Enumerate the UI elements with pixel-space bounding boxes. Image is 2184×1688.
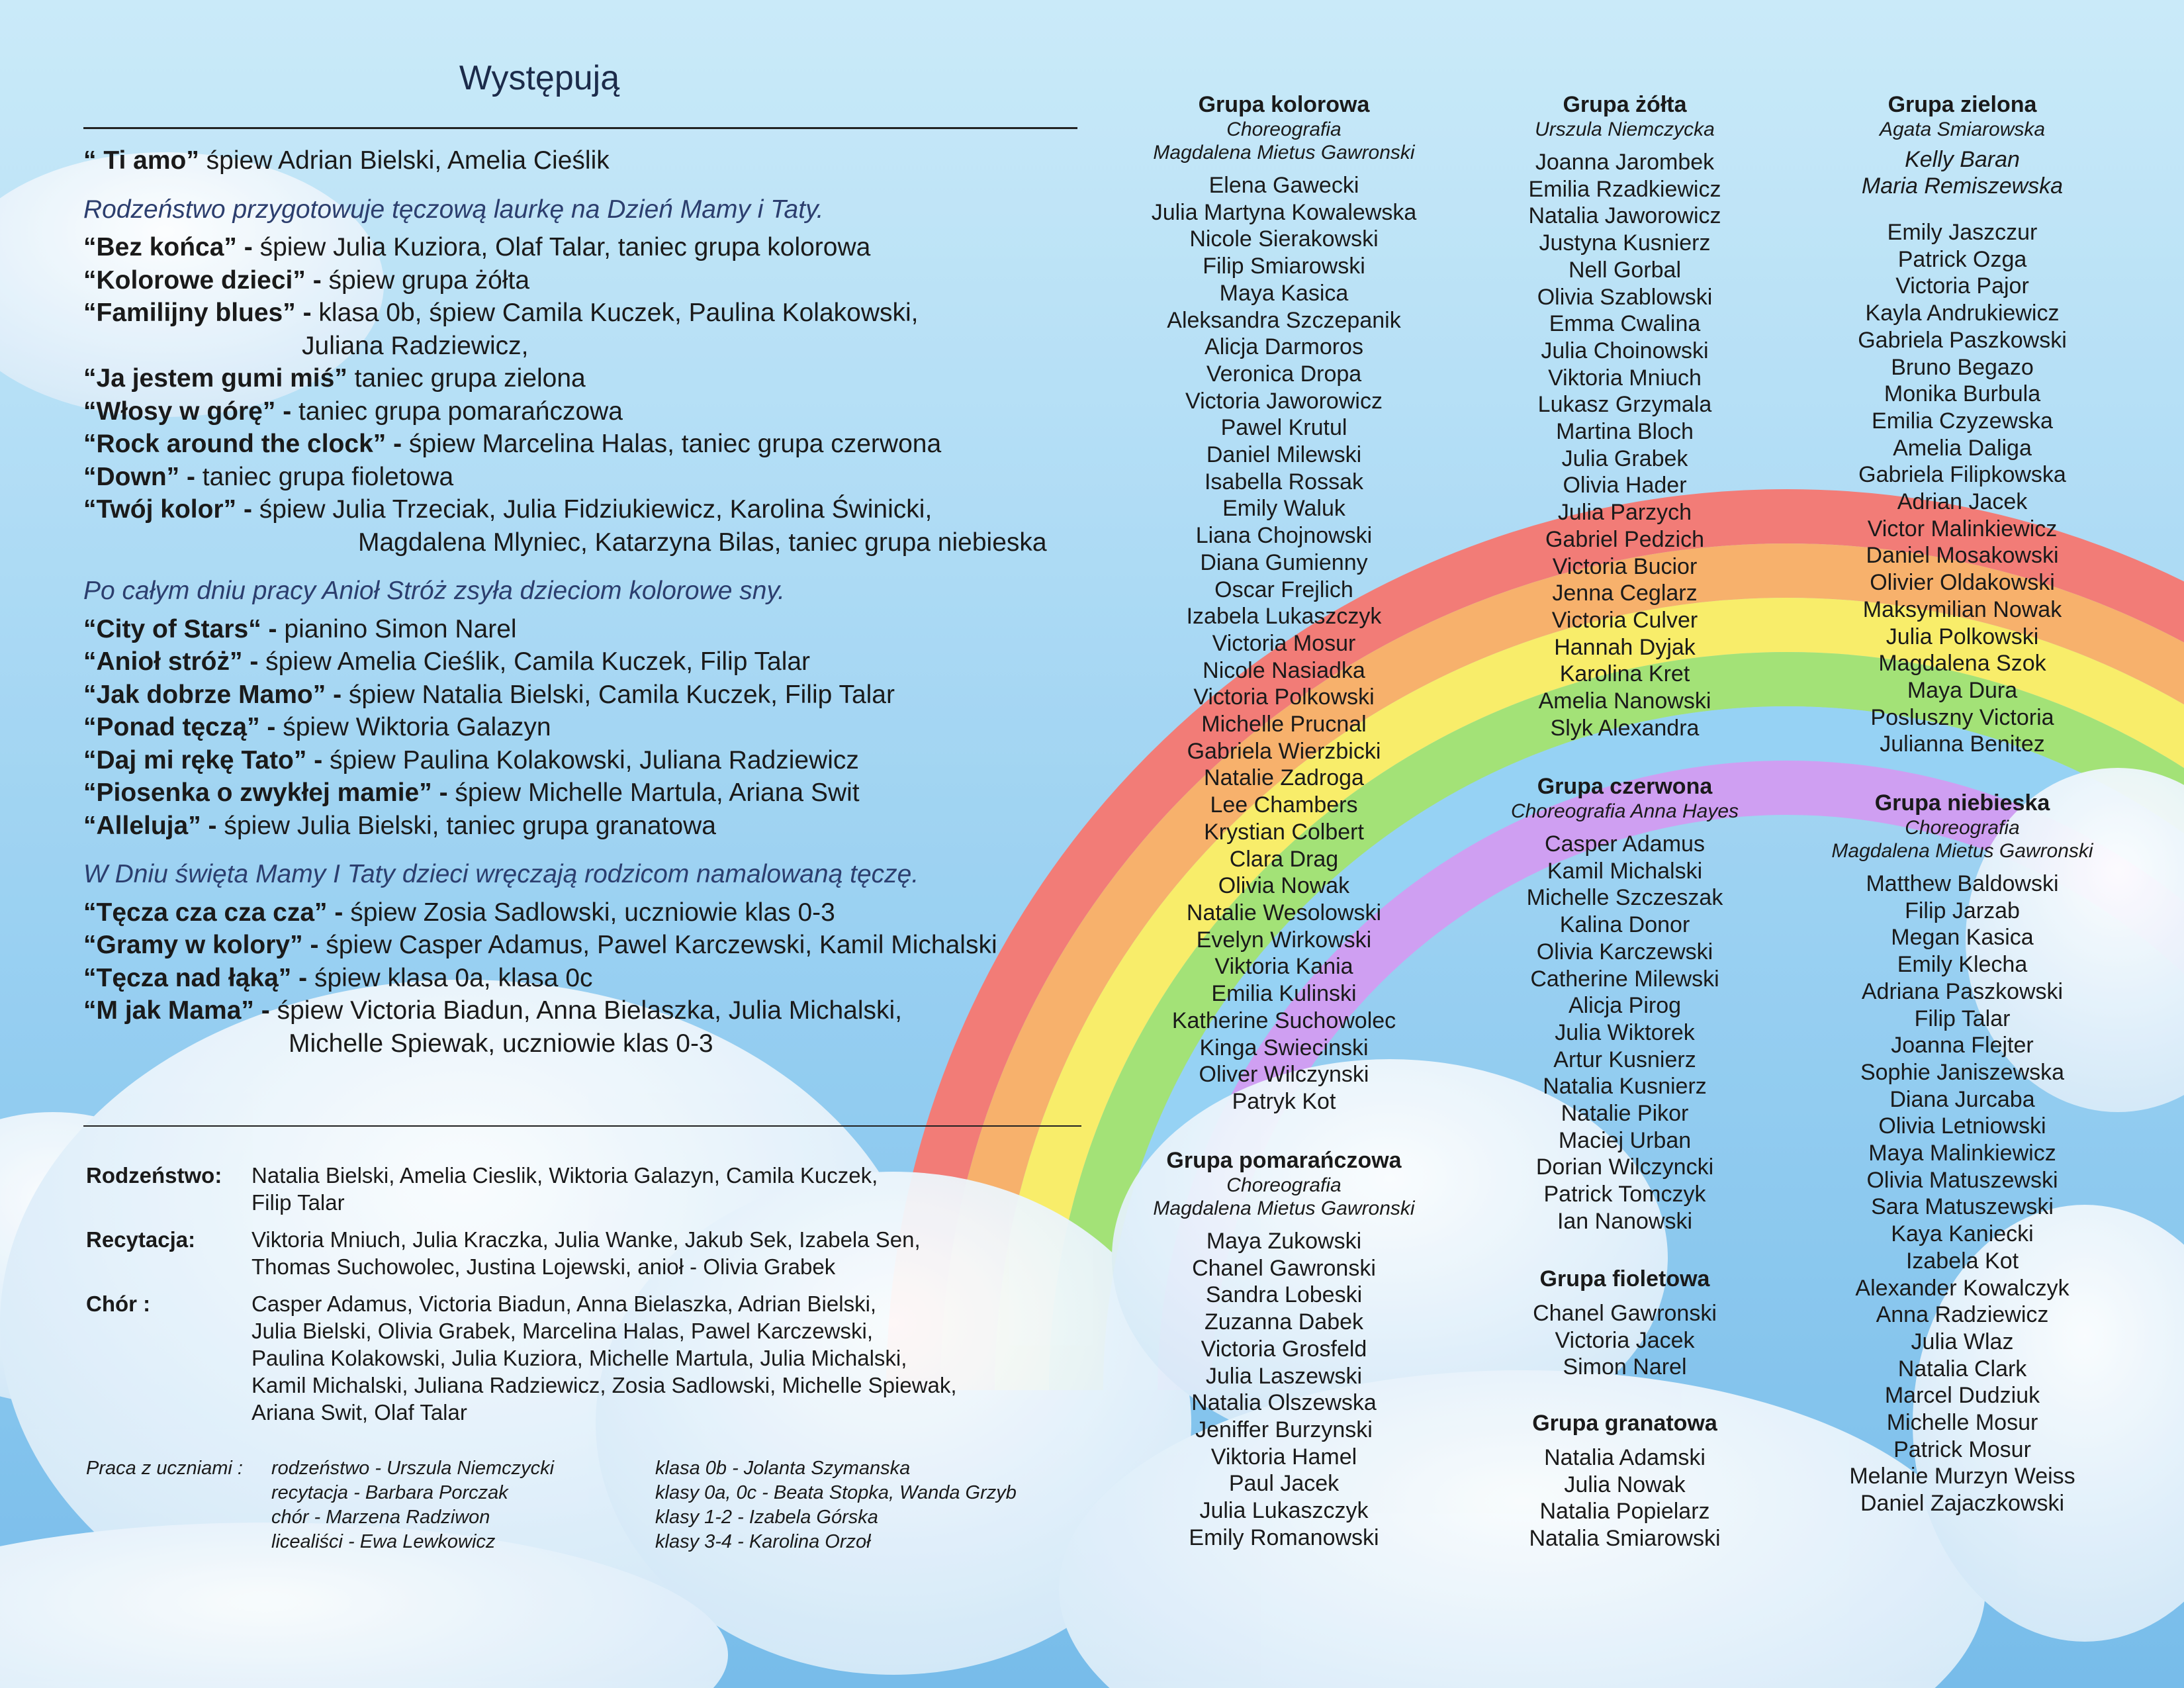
- member-name: Chanel Gawronski: [1533, 1301, 1717, 1326]
- member-name: Daniel Milewski: [1206, 442, 1362, 468]
- member-name: Melanie Murzyn Weiss: [1849, 1464, 2075, 1489]
- member-name: Casper Adamus: [1545, 831, 1705, 857]
- program-note-3: W Dniu święta Mamy I Taty dzieci wręczają rodzicom namalowaną tęczę.: [83, 860, 919, 888]
- member-name: Aleksandra Szczepanik: [1167, 307, 1401, 333]
- member-name: Julia Lukaszczyk: [1199, 1498, 1369, 1524]
- member-name: Viktoria Hamel: [1210, 1444, 1357, 1470]
- member-name: Olivia Nowak: [1218, 873, 1350, 899]
- member-name: Gabriela Filipkowska: [1858, 462, 2066, 488]
- member-name: Viktoria Kania: [1214, 954, 1353, 980]
- teachers-block: [86, 1456, 1017, 1554]
- member-name: Maciej Urban: [1558, 1127, 1692, 1153]
- member-name: Isabella Rossak: [1204, 469, 1363, 494]
- group-choreographer: Magdalena Mietus Gawronski: [1831, 840, 2093, 862]
- member-name: Natalia Clark: [1897, 1356, 2027, 1382]
- song-title: “ Ti amo”: [83, 146, 199, 175]
- member-name: Michelle Mosur: [1886, 1410, 2038, 1436]
- member-name: Viktoria Mniuch: [1548, 365, 1702, 391]
- member-name: Magdalena Szok: [1878, 651, 2046, 677]
- member-name: Julia Choinowski: [1541, 338, 1709, 363]
- member-name: Patrick Ozga: [1897, 246, 2027, 272]
- group-name: Grupa zielona: [1888, 92, 2037, 117]
- member-name: Julia Martyna Kowalewska: [1151, 199, 1417, 225]
- group-name: Grupa granatowa: [1532, 1411, 1717, 1436]
- song-performers-continued: Juliana Radziewicz,: [302, 331, 529, 360]
- member-name: Sara Matuszewski: [1871, 1194, 2054, 1220]
- program-item: [83, 810, 1047, 843]
- program-item: [83, 613, 1047, 646]
- group-members: [1466, 149, 1784, 741]
- song-performers: śpiew Natalia Bielski, Camila Kuczek, Filip Talar: [341, 680, 895, 709]
- song-title: “Ponad tęczą” -: [83, 713, 276, 741]
- member-name: Olivia Letniowski: [1878, 1113, 2046, 1139]
- song-title: “Piosenka o zwykłej mamie” -: [83, 778, 448, 807]
- member-name: Alicja Pirog: [1568, 993, 1682, 1019]
- group-members: [1800, 870, 2124, 1517]
- member-name: Natalie Pikor: [1561, 1101, 1689, 1127]
- crew-names: Casper Adamus, Victoria Biadun, Anna Bielaszka, Adrian Bielski, Julia Bielski, Olivia Grabek, Marcelina Halas, Pawel Karczewski, Paulina Kolakowski, Julia Kuziora, Michelle Martula, Julia Michalski, Kamil Michalski, Juliana Radziewicz, Zosia Sadlowski, Michelle Spiewak, Ariana Swit, Olaf Talar: [251, 1291, 957, 1425]
- group-kolorowa: [1125, 91, 1443, 1115]
- member-name: Maya Kasica: [1219, 280, 1349, 306]
- song-title: “Daj mi rękę Tato” -: [83, 745, 323, 774]
- program-note-2: Po całym dniu pracy Anioł Stróż zsyła dzieciom kolorowe sny.: [83, 577, 785, 605]
- group-choreographer: Magdalena Mietus Gawronski: [1153, 1197, 1415, 1219]
- member-name: Emily Jaszczur: [1887, 220, 2038, 245]
- program-item: [83, 362, 1047, 395]
- crew-label: Chór :: [86, 1291, 151, 1316]
- group-pomaranczowa: [1125, 1147, 1443, 1551]
- member-name: Monika Burbula: [1884, 381, 2041, 407]
- member-name: Michelle Prucnal: [1201, 712, 1367, 737]
- member-name: Julia Wlaz: [1911, 1329, 2014, 1354]
- group-czerwona: [1466, 773, 1784, 1235]
- song-title: “Tęcza nad łąką” -: [83, 963, 308, 992]
- member-name: Maksymilian Nowak: [1862, 596, 2062, 622]
- member-name: Emilia Czyzewska: [1872, 408, 2053, 434]
- program-item: [83, 679, 1047, 712]
- crew-label: Rodzeństwo:: [86, 1163, 222, 1188]
- member-name: Lee Chambers: [1210, 792, 1358, 818]
- member-name: Nicole Sierakowski: [1189, 226, 1379, 252]
- member-name: Nicole Nasiadka: [1203, 657, 1365, 683]
- member-name: Oliver Wilczynski: [1199, 1062, 1369, 1088]
- member-name: Lukasz Grzymala: [1537, 392, 1712, 418]
- member-name: Kalina Donor: [1559, 912, 1690, 938]
- group-choreography: Agata Smiarowska: [1879, 118, 2046, 140]
- program-item: [83, 395, 1047, 428]
- song-performers: taniec grupa fioletowa: [195, 462, 454, 491]
- song-performers: śpiew Marcelina Halas, taniec grupa czerwona: [402, 430, 942, 458]
- member-name: Zuzanna Dabek: [1204, 1309, 1364, 1335]
- member-name: Sandra Lobeski: [1205, 1282, 1363, 1308]
- member-name: Filip Talar: [1914, 1006, 2011, 1031]
- member-name: Joanna Jarombek: [1535, 150, 1715, 175]
- member-name: Michelle Szczeszak: [1526, 885, 1723, 911]
- program-item: [83, 264, 1047, 297]
- member-name: Victoria Bucior: [1552, 553, 1698, 579]
- song-performers: śpiew Julia Bielski, taniec grupa granatowa: [216, 811, 716, 840]
- member-name: Patrick Mosur: [1893, 1436, 2031, 1462]
- member-name: Maya Zukowski: [1206, 1229, 1362, 1254]
- member-name: Julia Grabek: [1561, 445, 1688, 471]
- song-performers: śpiew Wiktoria Galazyn: [275, 713, 551, 741]
- member-name: Emilia Kulinski: [1211, 981, 1357, 1007]
- crew-list: [86, 1162, 957, 1436]
- member-name: Artur Kusnierz: [1553, 1047, 1696, 1072]
- member-name: Patryk Kot: [1232, 1088, 1336, 1114]
- group-zielona: [1800, 91, 2124, 758]
- teachers-column-1: rodzeństwo - Urszula Niemczycki recytacja - Barbara Porczak chór - Marzena Radziwon licealiści - Ewa Lewkowicz: [271, 1458, 555, 1552]
- member-name: Victoria Jaworowicz: [1185, 388, 1383, 414]
- member-name: Victoria Pajor: [1895, 273, 2029, 299]
- song-performers: śpiew Adrian Bielski, Amelia Cieślik: [199, 146, 610, 175]
- member-name: Emily Klecha: [1897, 952, 2028, 978]
- member-name: Martina Bloch: [1556, 419, 1694, 445]
- member-name: Amelia Daliga: [1893, 435, 2032, 461]
- member-name: Bruno Begazo: [1891, 354, 2034, 380]
- member-name: Natalia Jaworowicz: [1528, 203, 1721, 229]
- member-name: Amelia Nanowski: [1538, 688, 1711, 714]
- crew-row: [86, 1290, 957, 1426]
- member-name: Natalia Smiarowski: [1529, 1526, 1721, 1552]
- member-name: Marcel Dudziuk: [1884, 1383, 2040, 1409]
- member-name: Matthew Baldowski: [1866, 871, 2059, 896]
- member-name: Olivia Hader: [1563, 473, 1687, 498]
- page-title: Występują: [459, 59, 620, 97]
- member-name: Filip Smiarowski: [1203, 254, 1365, 279]
- teachers-column-2: klasa 0b - Jolanta Szymanska klasy 0a, 0c - Beata Stopka, Wanda Grzyb klasy 1-2 - Izabela Górska klasy 3-4 - Karolina Orzoł: [655, 1458, 1017, 1552]
- song-title: “Familijny blues” -: [83, 299, 312, 327]
- group-members: [1466, 1444, 1784, 1552]
- member-name: Catherine Milewski: [1530, 966, 1719, 992]
- member-name: Natalie Wesolowski: [1186, 900, 1382, 925]
- song-performers: śpiew Amelia Cieślik, Camila Kuczek, Filip Talar: [258, 647, 811, 676]
- song-performers-continued: Michelle Spiewak, uczniowie klas 0-3: [289, 1029, 713, 1058]
- member-name: Karolina Kret: [1559, 661, 1690, 687]
- member-name: Krystian Colbert: [1204, 819, 1364, 845]
- group-members: [1466, 831, 1784, 1235]
- song-title: “Kolorowe dzieci” -: [83, 265, 322, 295]
- song-performers: śpiew Michelle Martula, Ariana Swit: [447, 778, 860, 807]
- song-performers: śpiew Casper Adamus, Pawel Karczewski, Kamil Michalski: [318, 931, 997, 959]
- member-name: Adriana Paszkowski: [1861, 978, 2064, 1004]
- member-name: Diana Jurcaba: [1889, 1086, 2035, 1112]
- member-name: Anna Radziewicz: [1876, 1302, 2049, 1328]
- member-name: Victoria Mosur: [1212, 630, 1356, 656]
- program-item: [83, 144, 1047, 177]
- song-performers: śpiew grupa żółta: [321, 265, 530, 295]
- song-title: “Anioł stróż” -: [83, 647, 259, 676]
- group-name: Grupa kolorowa: [1198, 92, 1370, 117]
- member-name: Simon Narel: [1563, 1354, 1687, 1380]
- member-name: Dorian Wilczyncki: [1535, 1154, 1714, 1180]
- program-item: [83, 929, 1047, 962]
- song-performers: klasa 0b, śpiew Camila Kuczek, Paulina Kolakowski,: [311, 299, 919, 327]
- member-name: Julianna Benitez: [1880, 731, 2045, 757]
- group-choreography: Choreografia: [1905, 817, 2020, 839]
- member-name: Sophie Janiszewska: [1860, 1059, 2065, 1085]
- member-name: Clara Drag: [1229, 846, 1339, 872]
- group-name: Grupa fioletowa: [1539, 1266, 1710, 1291]
- song-title: “Rock around the clock” -: [83, 430, 402, 458]
- member-name: Kaya Kaniecki: [1891, 1221, 2034, 1247]
- member-name: Julia Polkowski: [1886, 624, 2039, 649]
- member-name: Pawel Krutul: [1220, 415, 1347, 441]
- crew-names: Natalia Bielski, Amelia Cieslik, Wiktoria Galazyn, Camila Kuczek, Filip Talar: [251, 1163, 878, 1215]
- member-name: Daniel Mosakowski: [1866, 543, 2059, 569]
- member-name: Hannah Dyjak: [1554, 634, 1696, 660]
- member-name: Chanel Gawronski: [1192, 1255, 1376, 1281]
- group-members: [1800, 219, 2124, 758]
- song-performers: taniec grupa pomarańczowa: [291, 397, 623, 426]
- crew-row: [86, 1162, 957, 1216]
- member-name: Izabela Kot: [1905, 1248, 2019, 1274]
- program-item: [83, 744, 1047, 777]
- member-name: Natalia Adamski: [1544, 1445, 1706, 1470]
- group-fioletowa: [1466, 1266, 1784, 1381]
- song-title: “Gramy w kolory” -: [83, 931, 319, 959]
- group-name: Grupa pomarańczowa: [1166, 1148, 1402, 1173]
- program-item: [83, 231, 1047, 264]
- group-choreography: Choreografia: [1226, 1174, 1342, 1196]
- member-name: Alicja Darmoros: [1205, 334, 1363, 360]
- member-name: Victoria Jacek: [1555, 1327, 1695, 1353]
- song-title: “City of Stars“ -: [83, 614, 277, 643]
- member-name: Emily Waluk: [1222, 496, 1345, 522]
- member-name: Veronica Dropa: [1206, 361, 1362, 387]
- member-name: Daniel Zajaczkowski: [1860, 1491, 2064, 1517]
- group-choreography: Choreografia: [1226, 118, 1342, 140]
- group-members: [1466, 1300, 1784, 1381]
- member-name: Natalia Popielarz: [1539, 1499, 1710, 1524]
- crew-row: [86, 1226, 957, 1280]
- member-name: Kinga Swiecinski: [1199, 1035, 1369, 1060]
- song-title: “M jak Mama” -: [83, 996, 270, 1025]
- member-name: Gabriela Wierzbicki: [1187, 738, 1381, 764]
- crew-names: Viktoria Mniuch, Julia Kraczka, Julia Wanke, Jakub Sek, Izabela Sen, Thomas Suchowolec, Justina Lojewski, anioł - Olivia Grabek: [251, 1227, 921, 1279]
- member-name: Victoria Grosfeld: [1201, 1336, 1367, 1362]
- member-name: Jeniffer Burzynski: [1195, 1417, 1373, 1442]
- member-name: Emily Romanowski: [1189, 1524, 1379, 1550]
- song-title: “Tęcza cza cza cza” -: [83, 898, 343, 927]
- member-name: Maya Malinkiewicz: [1868, 1141, 2056, 1166]
- member-name: Evelyn Wirkowski: [1196, 927, 1372, 953]
- song-performers: śpiew Julia Kuziora, Olaf Talar, taniec grupa kolorowa: [252, 233, 871, 261]
- song-title: “Down” -: [83, 462, 195, 491]
- group-zolta: [1466, 91, 1784, 741]
- program-item: [83, 493, 1047, 526]
- member-name: Posluszny Victoria: [1870, 704, 2054, 730]
- member-name: Izabela Lukaszczyk: [1186, 604, 1382, 630]
- program-item: [83, 711, 1047, 744]
- song-performers-continued: Magdalena Mlyniec, Katarzyna Bilas, taniec grupa niebieska: [358, 528, 1047, 557]
- group-granatowa: [1466, 1410, 1784, 1552]
- member-name: Patrick Tomczyk: [1543, 1182, 1706, 1207]
- teachers-lead: Praca z uczniami :: [86, 1458, 243, 1479]
- title-divider: [83, 127, 1077, 129]
- member-name: Slyk Alexandra: [1550, 715, 1700, 741]
- member-name: Olivia Matuszewski: [1866, 1167, 2058, 1193]
- member-name: Natalia Olszewska: [1191, 1390, 1377, 1416]
- member-name: Megan Kasica: [1891, 925, 2034, 951]
- member-name: Kamil Michalski: [1547, 858, 1703, 884]
- member-name: Olivia Szablowski: [1537, 284, 1713, 310]
- group-name: Grupa żółta: [1563, 92, 1687, 117]
- member-name: Victoria Polkowski: [1193, 684, 1375, 710]
- program-item: [83, 428, 1047, 461]
- program-item: [83, 461, 1047, 494]
- member-name: Olivia Karczewski: [1536, 939, 1713, 964]
- group-teachers: Kelly Baran Maria Remiszewska: [1861, 147, 2064, 199]
- crew-label: Recytacja:: [86, 1227, 196, 1252]
- member-name: Oscar Frejlich: [1214, 577, 1353, 602]
- member-name: Emma Cwalina: [1549, 311, 1701, 337]
- group-name: Grupa czerwona: [1537, 774, 1713, 799]
- member-name: Filip Jarzab: [1905, 898, 2020, 923]
- member-name: Julia Laszewski: [1205, 1363, 1363, 1389]
- member-name: Elena Gawecki: [1208, 173, 1359, 198]
- program-list: [83, 144, 1047, 1060]
- member-name: Victoria Culver: [1551, 607, 1698, 633]
- program-item: [83, 896, 1047, 929]
- member-name: Maya Dura: [1907, 677, 2018, 703]
- member-name: Jenna Ceglarz: [1552, 581, 1698, 606]
- member-name: Kayla Andrukiewicz: [1865, 301, 2060, 326]
- group-niebieska: [1800, 790, 2124, 1517]
- member-name: Katherine Suchowolec: [1171, 1008, 1396, 1033]
- song-title: “Twój kolor” -: [83, 495, 252, 524]
- group-name: Grupa niebieska: [1874, 790, 2050, 816]
- member-name: Adrian Jacek: [1897, 489, 2028, 515]
- member-name: Emilia Rzadkiewicz: [1528, 176, 1721, 202]
- program-note-1: Rodzeństwo przygotowuje tęczową laurkę na Dzień Mamy i Taty.: [83, 195, 824, 224]
- member-name: Gabriela Paszkowski: [1858, 327, 2067, 353]
- member-name: Natalia Kusnierz: [1543, 1074, 1707, 1100]
- group-choreography: Urszula Niemczycka: [1535, 118, 1715, 140]
- group-choreographer: Magdalena Mietus Gawronski: [1153, 142, 1415, 164]
- member-name: Liana Chojnowski: [1195, 523, 1373, 549]
- program-item: [83, 994, 1047, 1027]
- member-name: Justyna Kusnierz: [1539, 230, 1711, 256]
- member-name: Julia Wiktorek: [1555, 1019, 1695, 1045]
- member-name: Victor Malinkiewicz: [1867, 516, 2058, 541]
- song-performers: pianino Simon Narel: [277, 614, 517, 643]
- song-title: “Jak dobrze Mamo” -: [83, 680, 342, 709]
- song-title: “Ja jestem gumi miś”: [83, 364, 347, 393]
- group-members: [1125, 172, 1443, 1115]
- song-title: “Włosy w górę” -: [83, 397, 292, 426]
- member-name: Ian Nanowski: [1557, 1208, 1693, 1234]
- group-choreography: Choreografia Anna Hayes: [1510, 800, 1739, 822]
- song-title: “Alleluja” -: [83, 811, 217, 840]
- program-divider: [83, 1125, 1081, 1127]
- song-title: “Bez końca” -: [83, 233, 253, 261]
- program-item: [83, 297, 1047, 330]
- song-performers: śpiew Julia Trzeciak, Julia Fidziukiewicz, Karolina Świnicki,: [251, 495, 933, 524]
- program-item: [83, 776, 1047, 810]
- member-name: Diana Gumienny: [1200, 549, 1368, 575]
- program-item: [83, 962, 1047, 995]
- member-name: Alexander Kowalczyk: [1855, 1275, 2070, 1301]
- member-name: Nell Gorbal: [1568, 257, 1682, 283]
- member-name: Julia Nowak: [1564, 1472, 1686, 1497]
- song-performers: śpiew Zosia Sadlowski, uczniowie klas 0-3: [343, 898, 835, 927]
- song-performers: śpiew klasa 0a, klasa 0c: [307, 963, 593, 992]
- song-performers: śpiew Paulina Kolakowski, Juliana Radziewicz: [322, 745, 859, 774]
- song-performers: śpiew Victoria Biadun, Anna Bielaszka, Julia Michalski,: [269, 996, 903, 1025]
- member-name: Paul Jacek: [1228, 1471, 1340, 1497]
- member-name: Julia Parzych: [1557, 500, 1692, 526]
- song-performers: taniec grupa zielona: [347, 364, 586, 393]
- member-name: Joanna Flejter: [1891, 1033, 2034, 1058]
- member-name: Natalie Zadroga: [1204, 765, 1364, 791]
- member-name: Olivier Oldakowski: [1870, 570, 2055, 596]
- group-members: [1125, 1228, 1443, 1551]
- member-name: Gabriel Pedzich: [1545, 526, 1704, 552]
- program-item: [83, 645, 1047, 679]
